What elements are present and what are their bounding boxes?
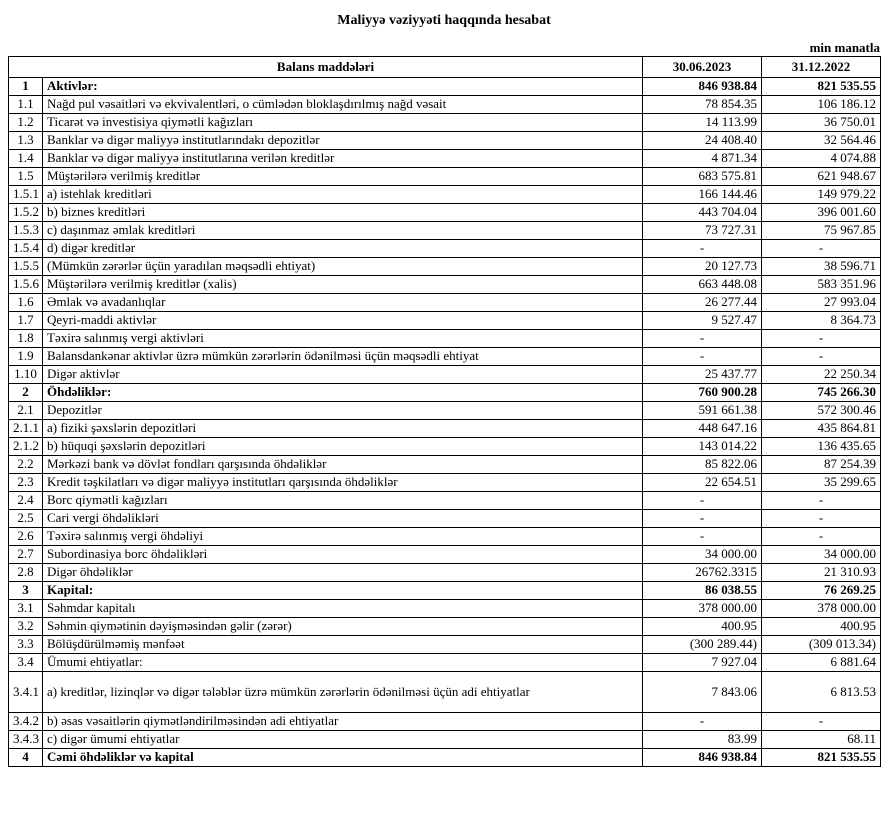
row-number-cell: 1.1	[9, 96, 43, 114]
value-2023-cell: 683 575.81	[643, 168, 762, 186]
value-2023-cell: -	[643, 348, 762, 366]
table-row	[9, 132, 881, 150]
table-header-row	[9, 57, 881, 78]
value-2023-cell: 73 727.31	[643, 222, 762, 240]
value-2022-cell: 583 351.96	[762, 276, 881, 294]
row-number-cell: 1.2	[9, 114, 43, 132]
value-2022-cell: 821 535.55	[762, 78, 881, 96]
row-number-cell: 2.4	[9, 492, 43, 510]
value-2023-cell: 26762.3315	[643, 564, 762, 582]
row-label-cell: Borc qiymətli kağızları	[43, 492, 643, 510]
row-label-cell: Digər öhdəliklər	[43, 564, 643, 582]
value-2023-cell: 24 408.40	[643, 132, 762, 150]
table-row	[9, 456, 881, 474]
value-2023-cell: 448 647.16	[643, 420, 762, 438]
table-row	[9, 330, 881, 348]
table-row	[9, 672, 881, 713]
row-label-cell: c) digər ümumi ehtiyatlar	[43, 731, 643, 749]
table-row	[9, 114, 881, 132]
row-label-cell: Müştərilərə verilmiş kreditlər (xalis)	[43, 276, 643, 294]
row-number-cell: 1.5.6	[9, 276, 43, 294]
value-2023-cell: 378 000.00	[643, 600, 762, 618]
table-row	[9, 618, 881, 636]
value-2022-cell: 149 979.22	[762, 186, 881, 204]
row-number-cell: 2.8	[9, 564, 43, 582]
value-2022-cell: 38 596.71	[762, 258, 881, 276]
row-label-cell: Ticarət və investisiya qiymətli kağızları	[43, 114, 643, 132]
value-2022-cell: 21 310.93	[762, 564, 881, 582]
value-2023-cell: -	[643, 240, 762, 258]
table-row	[9, 492, 881, 510]
row-number-cell: 3.3	[9, 636, 43, 654]
value-2022-cell: -	[762, 510, 881, 528]
value-2022-cell: 745 266.30	[762, 384, 881, 402]
row-number-cell: 2.7	[9, 546, 43, 564]
page-title: Maliyyə vəziyyəti haqqında hesabat	[337, 13, 551, 28]
row-label-cell: Subordinasiya borc öhdəlikləri	[43, 546, 643, 564]
row-number-cell: 3.2	[9, 618, 43, 636]
value-2023-cell: 25 437.77	[643, 366, 762, 384]
row-number-cell: 2.1.2	[9, 438, 43, 456]
value-2022-cell: 8 364.73	[762, 312, 881, 330]
row-label-cell: Öhdəliklər:	[43, 384, 643, 402]
row-number-cell: 1.5	[9, 168, 43, 186]
value-2022-cell: 68.11	[762, 731, 881, 749]
value-2022-cell: 106 186.12	[762, 96, 881, 114]
value-2023-cell: 443 704.04	[643, 204, 762, 222]
value-2022-cell: 22 250.34	[762, 366, 881, 384]
header-date-2023: 30.06.2023	[643, 57, 762, 78]
value-2023-cell: 22 654.51	[643, 474, 762, 492]
value-2022-cell: 396 001.60	[762, 204, 881, 222]
header-balance-items: Balans maddələri	[9, 57, 643, 78]
row-number-cell: 4	[9, 749, 43, 767]
table-row	[9, 402, 881, 420]
table-row	[9, 240, 881, 258]
value-2023-cell: 166 144.46	[643, 186, 762, 204]
table-row	[9, 636, 881, 654]
table-row	[9, 546, 881, 564]
unit-note: min manatla	[809, 40, 880, 55]
row-number-cell: 3.4.2	[9, 713, 43, 731]
value-2022-cell: 378 000.00	[762, 600, 881, 618]
row-label-cell: Ümumi ehtiyatlar:	[43, 654, 643, 672]
row-number-cell: 1.4	[9, 150, 43, 168]
row-number-cell: 3.4.3	[9, 731, 43, 749]
row-number-cell: 1.5.3	[9, 222, 43, 240]
row-number-cell: 3.4	[9, 654, 43, 672]
value-2022-cell: -	[762, 713, 881, 731]
table-row	[9, 276, 881, 294]
row-label-cell: b) biznes kreditləri	[43, 204, 643, 222]
table-row	[9, 474, 881, 492]
row-label-cell: Balansdankənar aktivlər üzrə mümkün zərərlərin ödənilməsi üçün məqsədli ehtiyat	[43, 348, 643, 366]
row-label-cell: Mərkəzi bank və dövlət fondları qarşısında öhdəliklər	[43, 456, 643, 474]
row-number-cell: 1.5.5	[9, 258, 43, 276]
row-label-cell: Banklar və digər maliyyə institutlarına verilən kreditlər	[43, 150, 643, 168]
value-2022-cell: 435 864.81	[762, 420, 881, 438]
row-label-cell: Təxirə salınmış vergi aktivləri	[43, 330, 643, 348]
value-2022-cell: 35 299.65	[762, 474, 881, 492]
row-label-cell: a) kreditlər, lizinqlər və digər tələblər üzrə mümkün zərərlərin ödənilməsi üçün adi ehtiyatlar	[43, 672, 643, 713]
value-2023-cell: -	[643, 713, 762, 731]
row-label-cell: Əmlak və avadanlıqlar	[43, 294, 643, 312]
table-row	[9, 204, 881, 222]
row-number-cell: 3	[9, 582, 43, 600]
row-label-cell: a) istehlak kreditləri	[43, 186, 643, 204]
value-2022-cell: (309 013.34)	[762, 636, 881, 654]
row-number-cell: 1.5.2	[9, 204, 43, 222]
value-2023-cell: 4 871.34	[643, 150, 762, 168]
row-label-cell: Cari vergi öhdəlikləri	[43, 510, 643, 528]
table-row	[9, 150, 881, 168]
value-2023-cell: 663 448.08	[643, 276, 762, 294]
row-number-cell: 1.6	[9, 294, 43, 312]
row-label-cell: Təxirə salınmış vergi öhdəliyi	[43, 528, 643, 546]
value-2022-cell: 821 535.55	[762, 749, 881, 767]
row-label-cell: Bölüşdürülməmiş mənfəət	[43, 636, 643, 654]
value-2022-cell: -	[762, 492, 881, 510]
table-row	[9, 258, 881, 276]
value-2022-cell: 32 564.46	[762, 132, 881, 150]
row-number-cell: 1.7	[9, 312, 43, 330]
row-number-cell: 1.10	[9, 366, 43, 384]
row-label-cell: Səhmdar kapitalı	[43, 600, 643, 618]
value-2022-cell: -	[762, 330, 881, 348]
row-label-cell: Qeyri-maddi aktivlər	[43, 312, 643, 330]
balance-table-body	[9, 78, 881, 767]
table-row	[9, 96, 881, 114]
value-2023-cell: 34 000.00	[643, 546, 762, 564]
row-label-cell: Aktivlər:	[43, 78, 643, 96]
row-number-cell: 1.5.4	[9, 240, 43, 258]
value-2023-cell: 26 277.44	[643, 294, 762, 312]
row-number-cell: 1.9	[9, 348, 43, 366]
value-2022-cell: 4 074.88	[762, 150, 881, 168]
table-row	[9, 582, 881, 600]
table-row	[9, 78, 881, 96]
row-number-cell: 1.5.1	[9, 186, 43, 204]
value-2022-cell: -	[762, 528, 881, 546]
table-row	[9, 348, 881, 366]
value-2023-cell: 85 822.06	[643, 456, 762, 474]
table-row	[9, 186, 881, 204]
row-label-cell: Cəmi öhdəliklər və kapital	[43, 749, 643, 767]
value-2023-cell: -	[643, 528, 762, 546]
table-row	[9, 564, 881, 582]
row-number-cell: 1.3	[9, 132, 43, 150]
table-row	[9, 222, 881, 240]
header-date-2022: 31.12.2022	[762, 57, 881, 78]
value-2022-cell: 87 254.39	[762, 456, 881, 474]
row-label-cell: Kapital:	[43, 582, 643, 600]
table-row	[9, 749, 881, 767]
value-2023-cell: 83.99	[643, 731, 762, 749]
table-row	[9, 528, 881, 546]
row-number-cell: 1	[9, 78, 43, 96]
row-label-cell: Depozitlər	[43, 402, 643, 420]
value-2023-cell: 760 900.28	[643, 384, 762, 402]
value-2022-cell: 75 967.85	[762, 222, 881, 240]
value-2022-cell: 76 269.25	[762, 582, 881, 600]
value-2023-cell: 7 927.04	[643, 654, 762, 672]
value-2023-cell: 143 014.22	[643, 438, 762, 456]
row-label-cell: b) əsas vəsaitlərin qiymətləndirilməsindən adi ehtiyatlar	[43, 713, 643, 731]
row-label-cell: d) digər kreditlər	[43, 240, 643, 258]
row-label-cell: Kredit təşkilatları və digər maliyyə institutları qarşısında öhdəliklər	[43, 474, 643, 492]
value-2023-cell: 86 038.55	[643, 582, 762, 600]
value-2023-cell: (300 289.44)	[643, 636, 762, 654]
value-2022-cell: -	[762, 240, 881, 258]
table-row	[9, 600, 881, 618]
table-row	[9, 654, 881, 672]
value-2022-cell: 572 300.46	[762, 402, 881, 420]
row-number-cell: 2.1.1	[9, 420, 43, 438]
row-label-cell: Banklar və digər maliyyə institutlarındakı depozitlər	[43, 132, 643, 150]
table-row	[9, 713, 881, 731]
row-number-cell: 2.2	[9, 456, 43, 474]
value-2023-cell: 78 854.35	[643, 96, 762, 114]
row-label-cell: (Mümkün zərərlər üçün yaradılan məqsədli ehtiyat)	[43, 258, 643, 276]
row-number-cell: 2.6	[9, 528, 43, 546]
table-row	[9, 168, 881, 186]
row-number-cell: 2	[9, 384, 43, 402]
row-label-cell: Səhmin qiymətinin dəyişməsindən gəlir (zərər)	[43, 618, 643, 636]
value-2022-cell: 6 881.64	[762, 654, 881, 672]
value-2023-cell: 846 938.84	[643, 78, 762, 96]
value-2023-cell: 400.95	[643, 618, 762, 636]
value-2022-cell: 400.95	[762, 618, 881, 636]
table-row	[9, 731, 881, 749]
row-number-cell: 2.3	[9, 474, 43, 492]
value-2022-cell: 34 000.00	[762, 546, 881, 564]
value-2023-cell: 846 938.84	[643, 749, 762, 767]
row-number-cell: 3.1	[9, 600, 43, 618]
row-label-cell: Nağd pul vəsaitləri və ekvivalentləri, o cümlədən bloklaşdırılmış nağd vəsait	[43, 96, 643, 114]
value-2023-cell: 7 843.06	[643, 672, 762, 713]
value-2023-cell: -	[643, 492, 762, 510]
row-label-cell: Digər aktivlər	[43, 366, 643, 384]
value-2022-cell: 136 435.65	[762, 438, 881, 456]
value-2023-cell: -	[643, 510, 762, 528]
value-2023-cell: 20 127.73	[643, 258, 762, 276]
balance-table	[8, 56, 881, 767]
row-label-cell: Müştərilərə verilmiş kreditlər	[43, 168, 643, 186]
value-2022-cell: 621 948.67	[762, 168, 881, 186]
value-2023-cell: 591 661.38	[643, 402, 762, 420]
value-2023-cell: 14 113.99	[643, 114, 762, 132]
value-2022-cell: 27 993.04	[762, 294, 881, 312]
table-row	[9, 312, 881, 330]
row-label-cell: a) fiziki şəxslərin depozitləri	[43, 420, 643, 438]
row-label-cell: c) daşınmaz əmlak kreditləri	[43, 222, 643, 240]
row-number-cell: 2.5	[9, 510, 43, 528]
table-row	[9, 510, 881, 528]
row-number-cell: 2.1	[9, 402, 43, 420]
value-2023-cell: -	[643, 330, 762, 348]
value-2022-cell: 36 750.01	[762, 114, 881, 132]
table-row	[9, 366, 881, 384]
row-label-cell: b) hüquqi şəxslərin depozitləri	[43, 438, 643, 456]
value-2022-cell: -	[762, 348, 881, 366]
table-row	[9, 384, 881, 402]
table-row	[9, 420, 881, 438]
table-row	[9, 438, 881, 456]
row-number-cell: 1.8	[9, 330, 43, 348]
value-2023-cell: 9 527.47	[643, 312, 762, 330]
table-row	[9, 294, 881, 312]
row-number-cell: 3.4.1	[9, 672, 43, 713]
value-2022-cell: 6 813.53	[762, 672, 881, 713]
